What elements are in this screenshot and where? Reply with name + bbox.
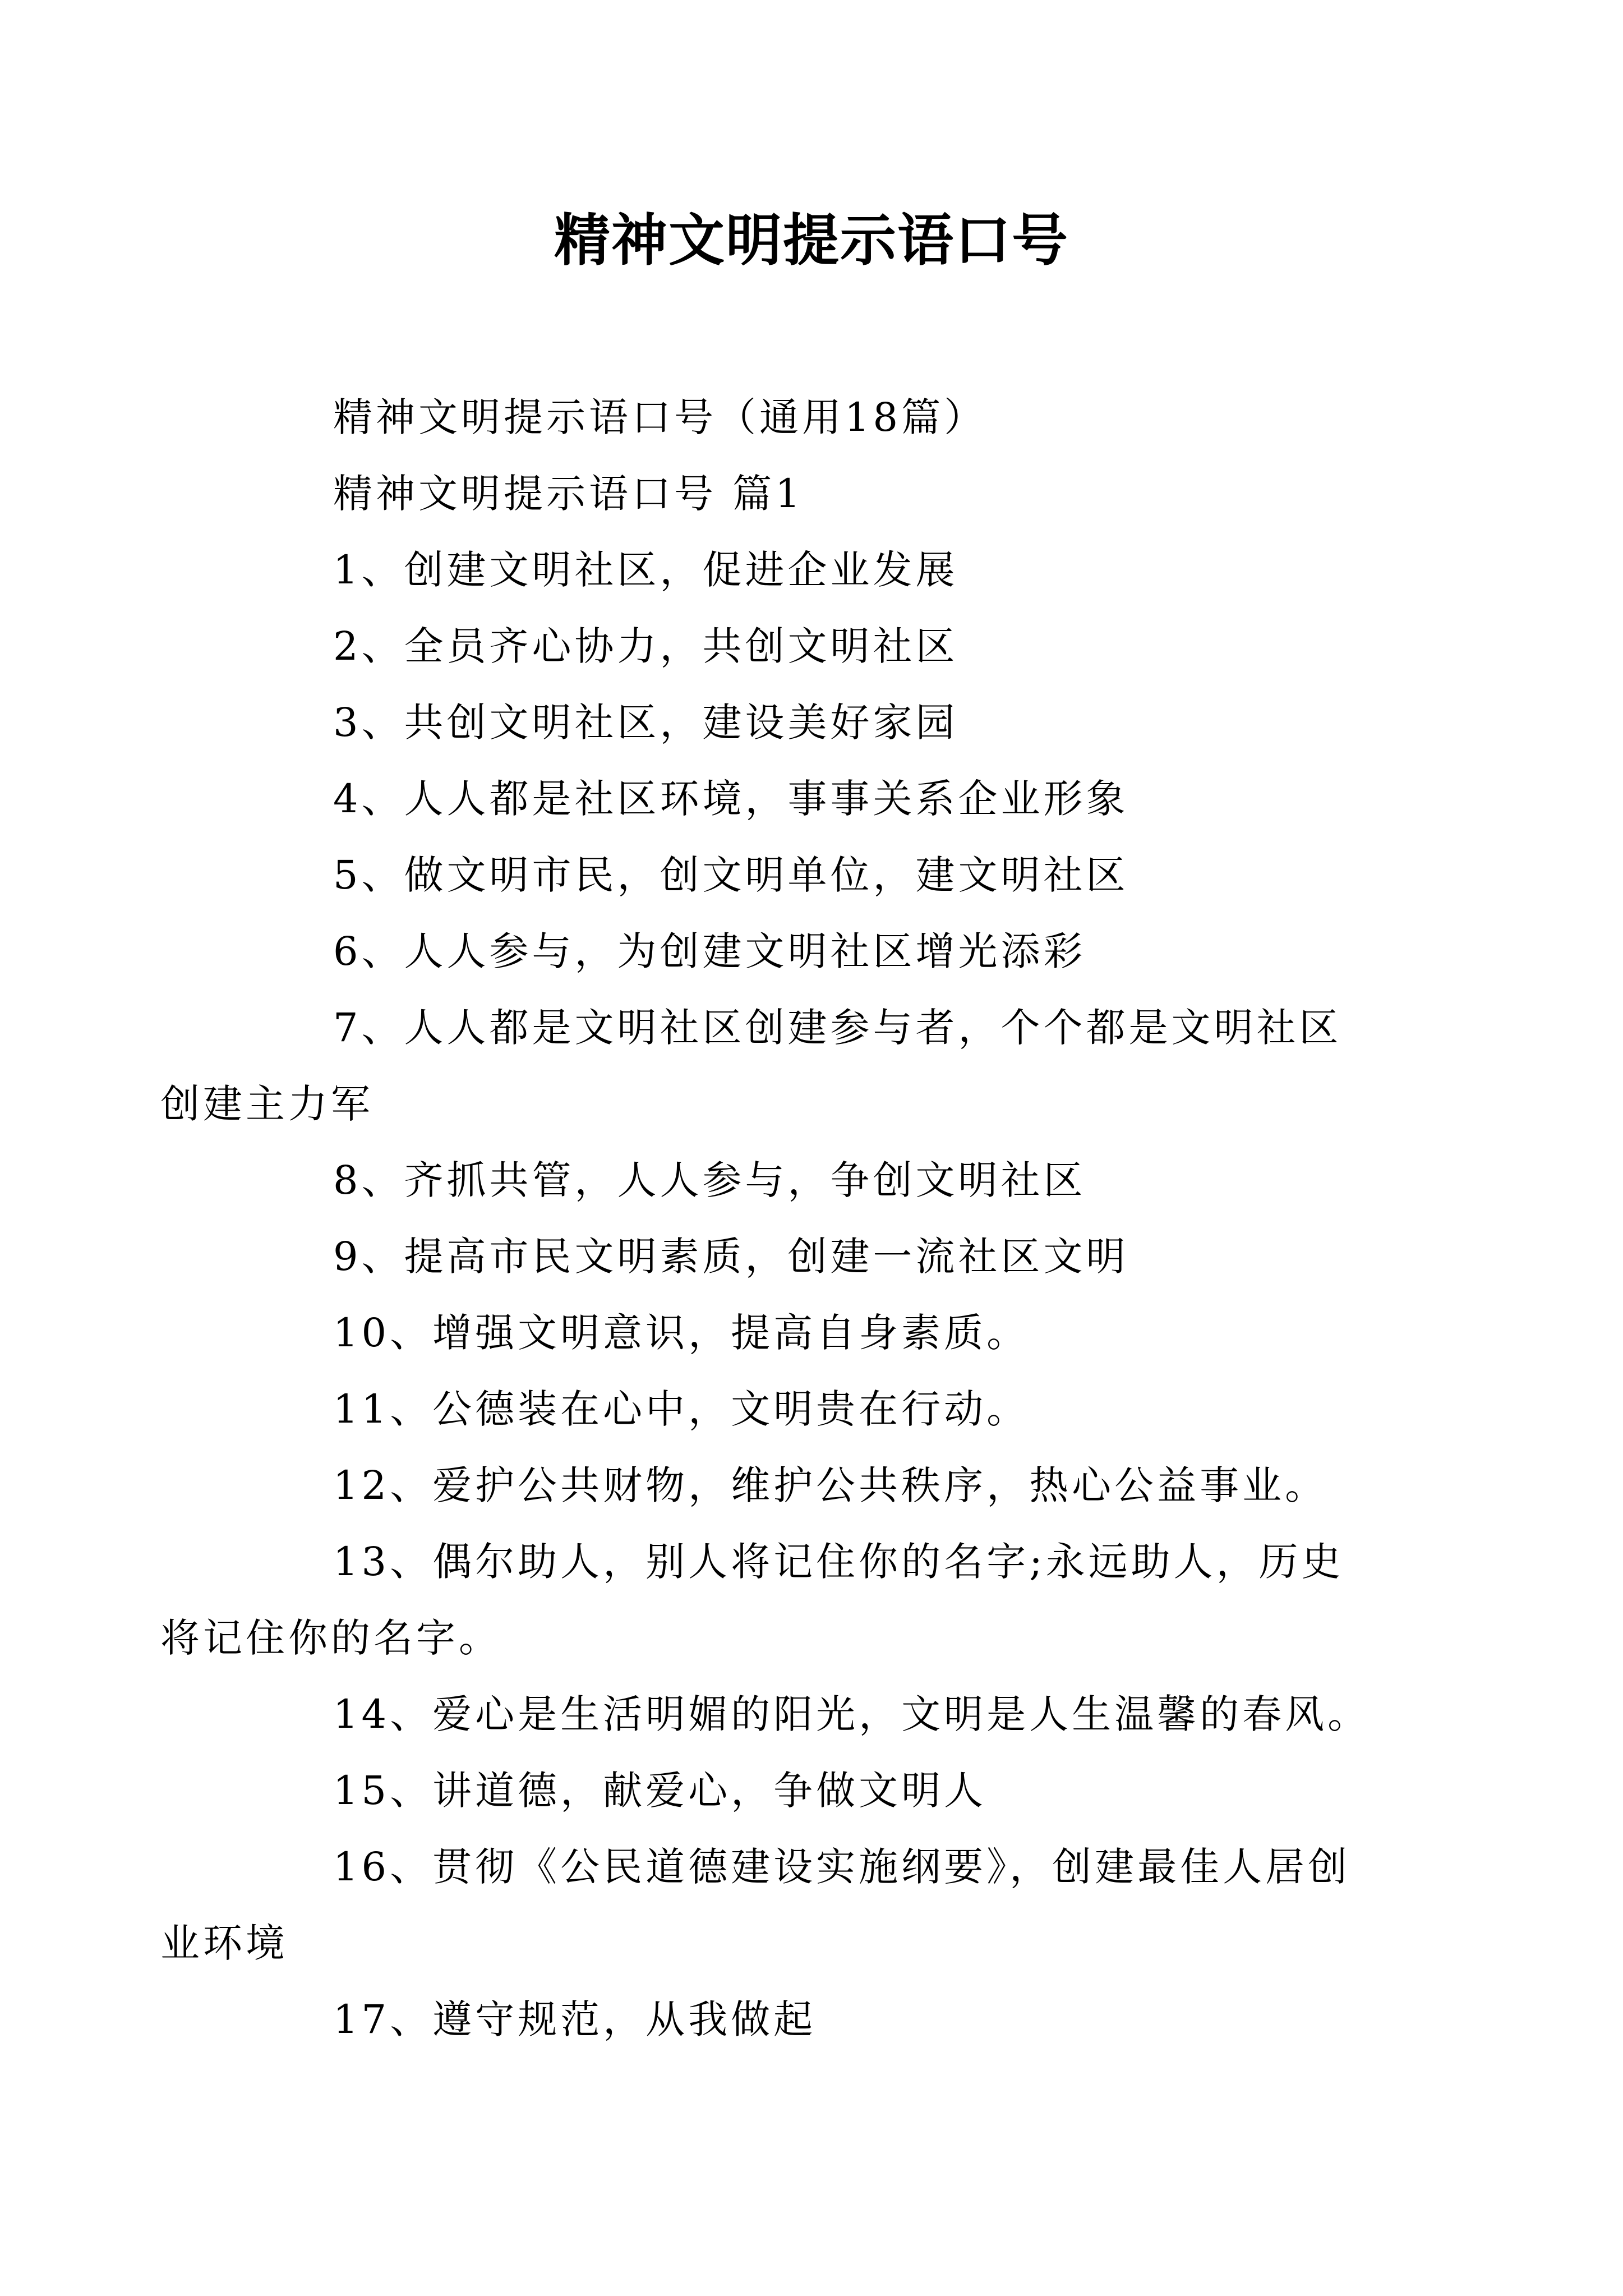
list-item (160, 1829, 1391, 1981)
list-item-text: 5、做文明市民，创文明单位，建文明社区 (333, 852, 1129, 898)
list-item-text: 11、公德装在心中，文明贵在行动。 (333, 1386, 1030, 1432)
list-item (160, 1524, 1391, 1676)
list-item-text: 8、齐抓共管，人人参与，争创文明社区 (333, 1157, 1086, 1203)
list-item-text: 14、爱心是生活明媚的阳光，文明是人生温馨的春风。 (333, 1691, 1371, 1737)
list-item-text: 7、人人都是文明社区创建参与者，个个都是文明社区 (333, 1005, 1342, 1051)
list-item-text: 9、提高市民文明素质，创建一流社区文明 (333, 1234, 1129, 1280)
list-item-text: 1、创建文明社区，促进企业发展 (333, 547, 958, 593)
list-item-text: 15、讲道德，献爱心，争做文明人 (333, 1768, 987, 1814)
list-item-text: 13、偶尔助人，别人将记住你的名字;永远助人，历史 (333, 1539, 1344, 1585)
list-item (247, 608, 1391, 684)
list-item-text: 17、遵守规范，从我做起 (333, 1996, 817, 2042)
list-item-continuation: 将记住你的名字。 (160, 1615, 501, 1661)
list-item-continuation: 业环境 (160, 1920, 288, 1966)
document-subtitle (247, 379, 1391, 455)
document-body (160, 379, 1391, 2058)
list-item (247, 1371, 1391, 1447)
list-item (160, 990, 1391, 1142)
list-item-text: 3、共创文明社区，建设美好家园 (333, 700, 958, 746)
list-item-text: 4、人人都是社区环境，事事关系企业形象 (333, 776, 1129, 822)
list-item (247, 1752, 1391, 1829)
document-title: 精神文明提示语口号 (554, 207, 1069, 273)
list-item-continuation: 创建主力军 (160, 1081, 374, 1127)
section-heading (247, 455, 1391, 532)
list-item-text: 12、爱护公共财物，维护公共秩序，热心公益事业。 (333, 1462, 1328, 1508)
list-item (247, 1981, 1391, 2058)
list-item-text: 10、增强文明意识，提高自身素质。 (333, 1310, 1030, 1356)
section-heading-text: 精神文明提示语口号 篇1 (333, 471, 804, 517)
list-item (247, 913, 1391, 990)
list-item-text: 6、人人参与，为创建文明社区增光添彩 (333, 928, 1086, 974)
list-item-text: 16、贯彻《公民道德建设实施纲要》，创建最佳人居创 (333, 1844, 1351, 1890)
list-item (247, 837, 1391, 913)
list-item (247, 1218, 1391, 1295)
list-item (247, 1142, 1391, 1218)
list-item (247, 761, 1391, 837)
list-item (247, 684, 1391, 761)
list-item (247, 1447, 1391, 1524)
list-item (247, 1676, 1391, 1752)
list-item-text: 2、全员齐心协力，共创文明社区 (333, 623, 958, 669)
list-item (247, 1295, 1391, 1371)
subtitle-text: 精神文明提示语口号（通用18篇） (333, 394, 987, 440)
list-item (247, 532, 1391, 608)
